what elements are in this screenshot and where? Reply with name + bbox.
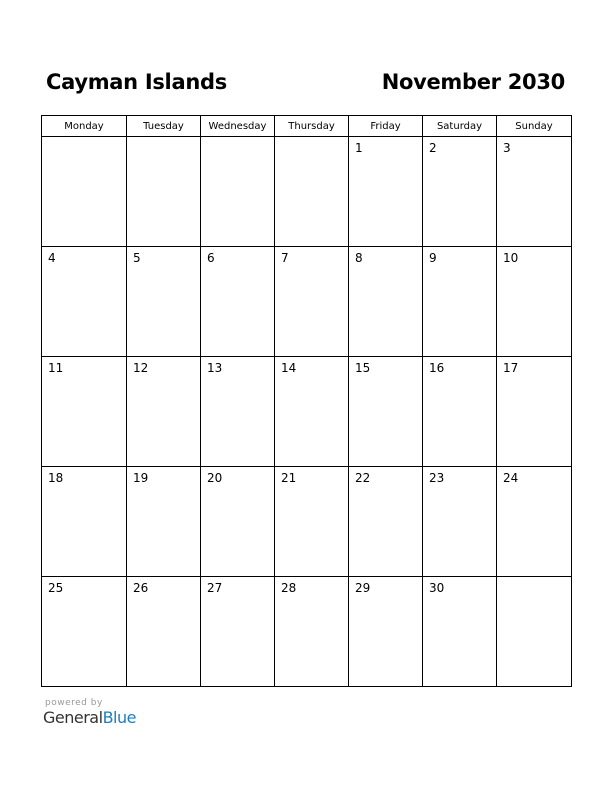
country-title: Cayman Islands xyxy=(46,70,227,94)
weekday-header: Sunday xyxy=(497,116,572,137)
day-number: 14 xyxy=(281,361,297,375)
weekday-header: Thursday xyxy=(275,116,349,137)
day-cell xyxy=(349,137,423,247)
day-number: 15 xyxy=(355,361,371,375)
day-cell xyxy=(42,467,127,577)
day-cell xyxy=(275,357,349,467)
day-number: 7 xyxy=(281,251,289,265)
week-row xyxy=(42,137,572,247)
day-number: 21 xyxy=(281,471,297,485)
day-cell xyxy=(423,467,497,577)
day-number: 27 xyxy=(207,581,223,595)
generalblue-logo-link[interactable] xyxy=(43,708,136,727)
day-number: 8 xyxy=(355,251,363,265)
day-cell xyxy=(497,357,572,467)
day-number: 11 xyxy=(48,361,64,375)
day-number: 18 xyxy=(48,471,64,485)
day-cell xyxy=(423,247,497,357)
day-number: 17 xyxy=(503,361,519,375)
day-cell xyxy=(275,577,349,687)
day-number xyxy=(127,137,200,141)
day-cell xyxy=(497,577,572,687)
day-cell xyxy=(201,357,275,467)
day-number: 29 xyxy=(355,581,371,595)
weekday-header-row xyxy=(42,116,572,137)
day-cell xyxy=(127,247,201,357)
weekday-header: Friday xyxy=(349,116,423,137)
day-cell xyxy=(349,467,423,577)
day-number: 22 xyxy=(355,471,371,485)
day-cell xyxy=(42,137,127,247)
day-cell xyxy=(349,357,423,467)
day-cell xyxy=(497,467,572,577)
week-row xyxy=(42,467,572,577)
weekday-header: Tuesday xyxy=(127,116,201,137)
day-number: 28 xyxy=(281,581,297,595)
week-row xyxy=(42,247,572,357)
day-number: 25 xyxy=(48,581,64,595)
day-cell xyxy=(423,577,497,687)
day-cell xyxy=(42,577,127,687)
day-cell xyxy=(201,137,275,247)
day-number: 9 xyxy=(429,251,437,265)
powered-by-label: powered by xyxy=(45,698,103,708)
day-cell xyxy=(275,137,349,247)
day-number: 5 xyxy=(133,251,141,265)
day-number: 20 xyxy=(207,471,223,485)
day-cell xyxy=(127,357,201,467)
day-cell xyxy=(349,247,423,357)
day-cell xyxy=(201,577,275,687)
week-row xyxy=(42,577,572,687)
day-cell xyxy=(349,577,423,687)
day-cell xyxy=(423,357,497,467)
logo-text-blue: Blue xyxy=(102,708,136,727)
day-cell xyxy=(127,467,201,577)
day-cell xyxy=(497,137,572,247)
day-number: 6 xyxy=(207,251,215,265)
day-cell xyxy=(127,137,201,247)
month-year-title: November 2030 xyxy=(381,70,565,94)
day-number: 13 xyxy=(207,361,223,375)
day-cell xyxy=(201,247,275,357)
day-number xyxy=(201,137,274,141)
day-cell xyxy=(497,247,572,357)
calendar-grid xyxy=(41,115,572,687)
day-cell xyxy=(423,137,497,247)
day-number: 1 xyxy=(355,141,363,155)
day-number: 3 xyxy=(503,141,511,155)
weekday-header: Wednesday xyxy=(201,116,275,137)
day-number: 10 xyxy=(503,251,519,265)
day-cell xyxy=(127,577,201,687)
weekday-header: Monday xyxy=(42,116,127,137)
logo-text-general: General xyxy=(43,708,103,727)
day-cell xyxy=(201,467,275,577)
day-cell xyxy=(275,247,349,357)
day-number: 23 xyxy=(429,471,445,485)
day-cell xyxy=(275,467,349,577)
weekday-header: Saturday xyxy=(423,116,497,137)
day-number: 12 xyxy=(133,361,149,375)
day-number: 30 xyxy=(429,581,445,595)
day-number xyxy=(275,137,348,141)
day-cell xyxy=(42,247,127,357)
day-number: 4 xyxy=(48,251,56,265)
day-number: 19 xyxy=(133,471,149,485)
day-number xyxy=(497,577,571,581)
day-number: 16 xyxy=(429,361,445,375)
day-number: 24 xyxy=(503,471,519,485)
day-number: 26 xyxy=(133,581,149,595)
day-cell xyxy=(42,357,127,467)
week-row xyxy=(42,357,572,467)
day-number xyxy=(42,137,126,141)
day-number: 2 xyxy=(429,141,437,155)
